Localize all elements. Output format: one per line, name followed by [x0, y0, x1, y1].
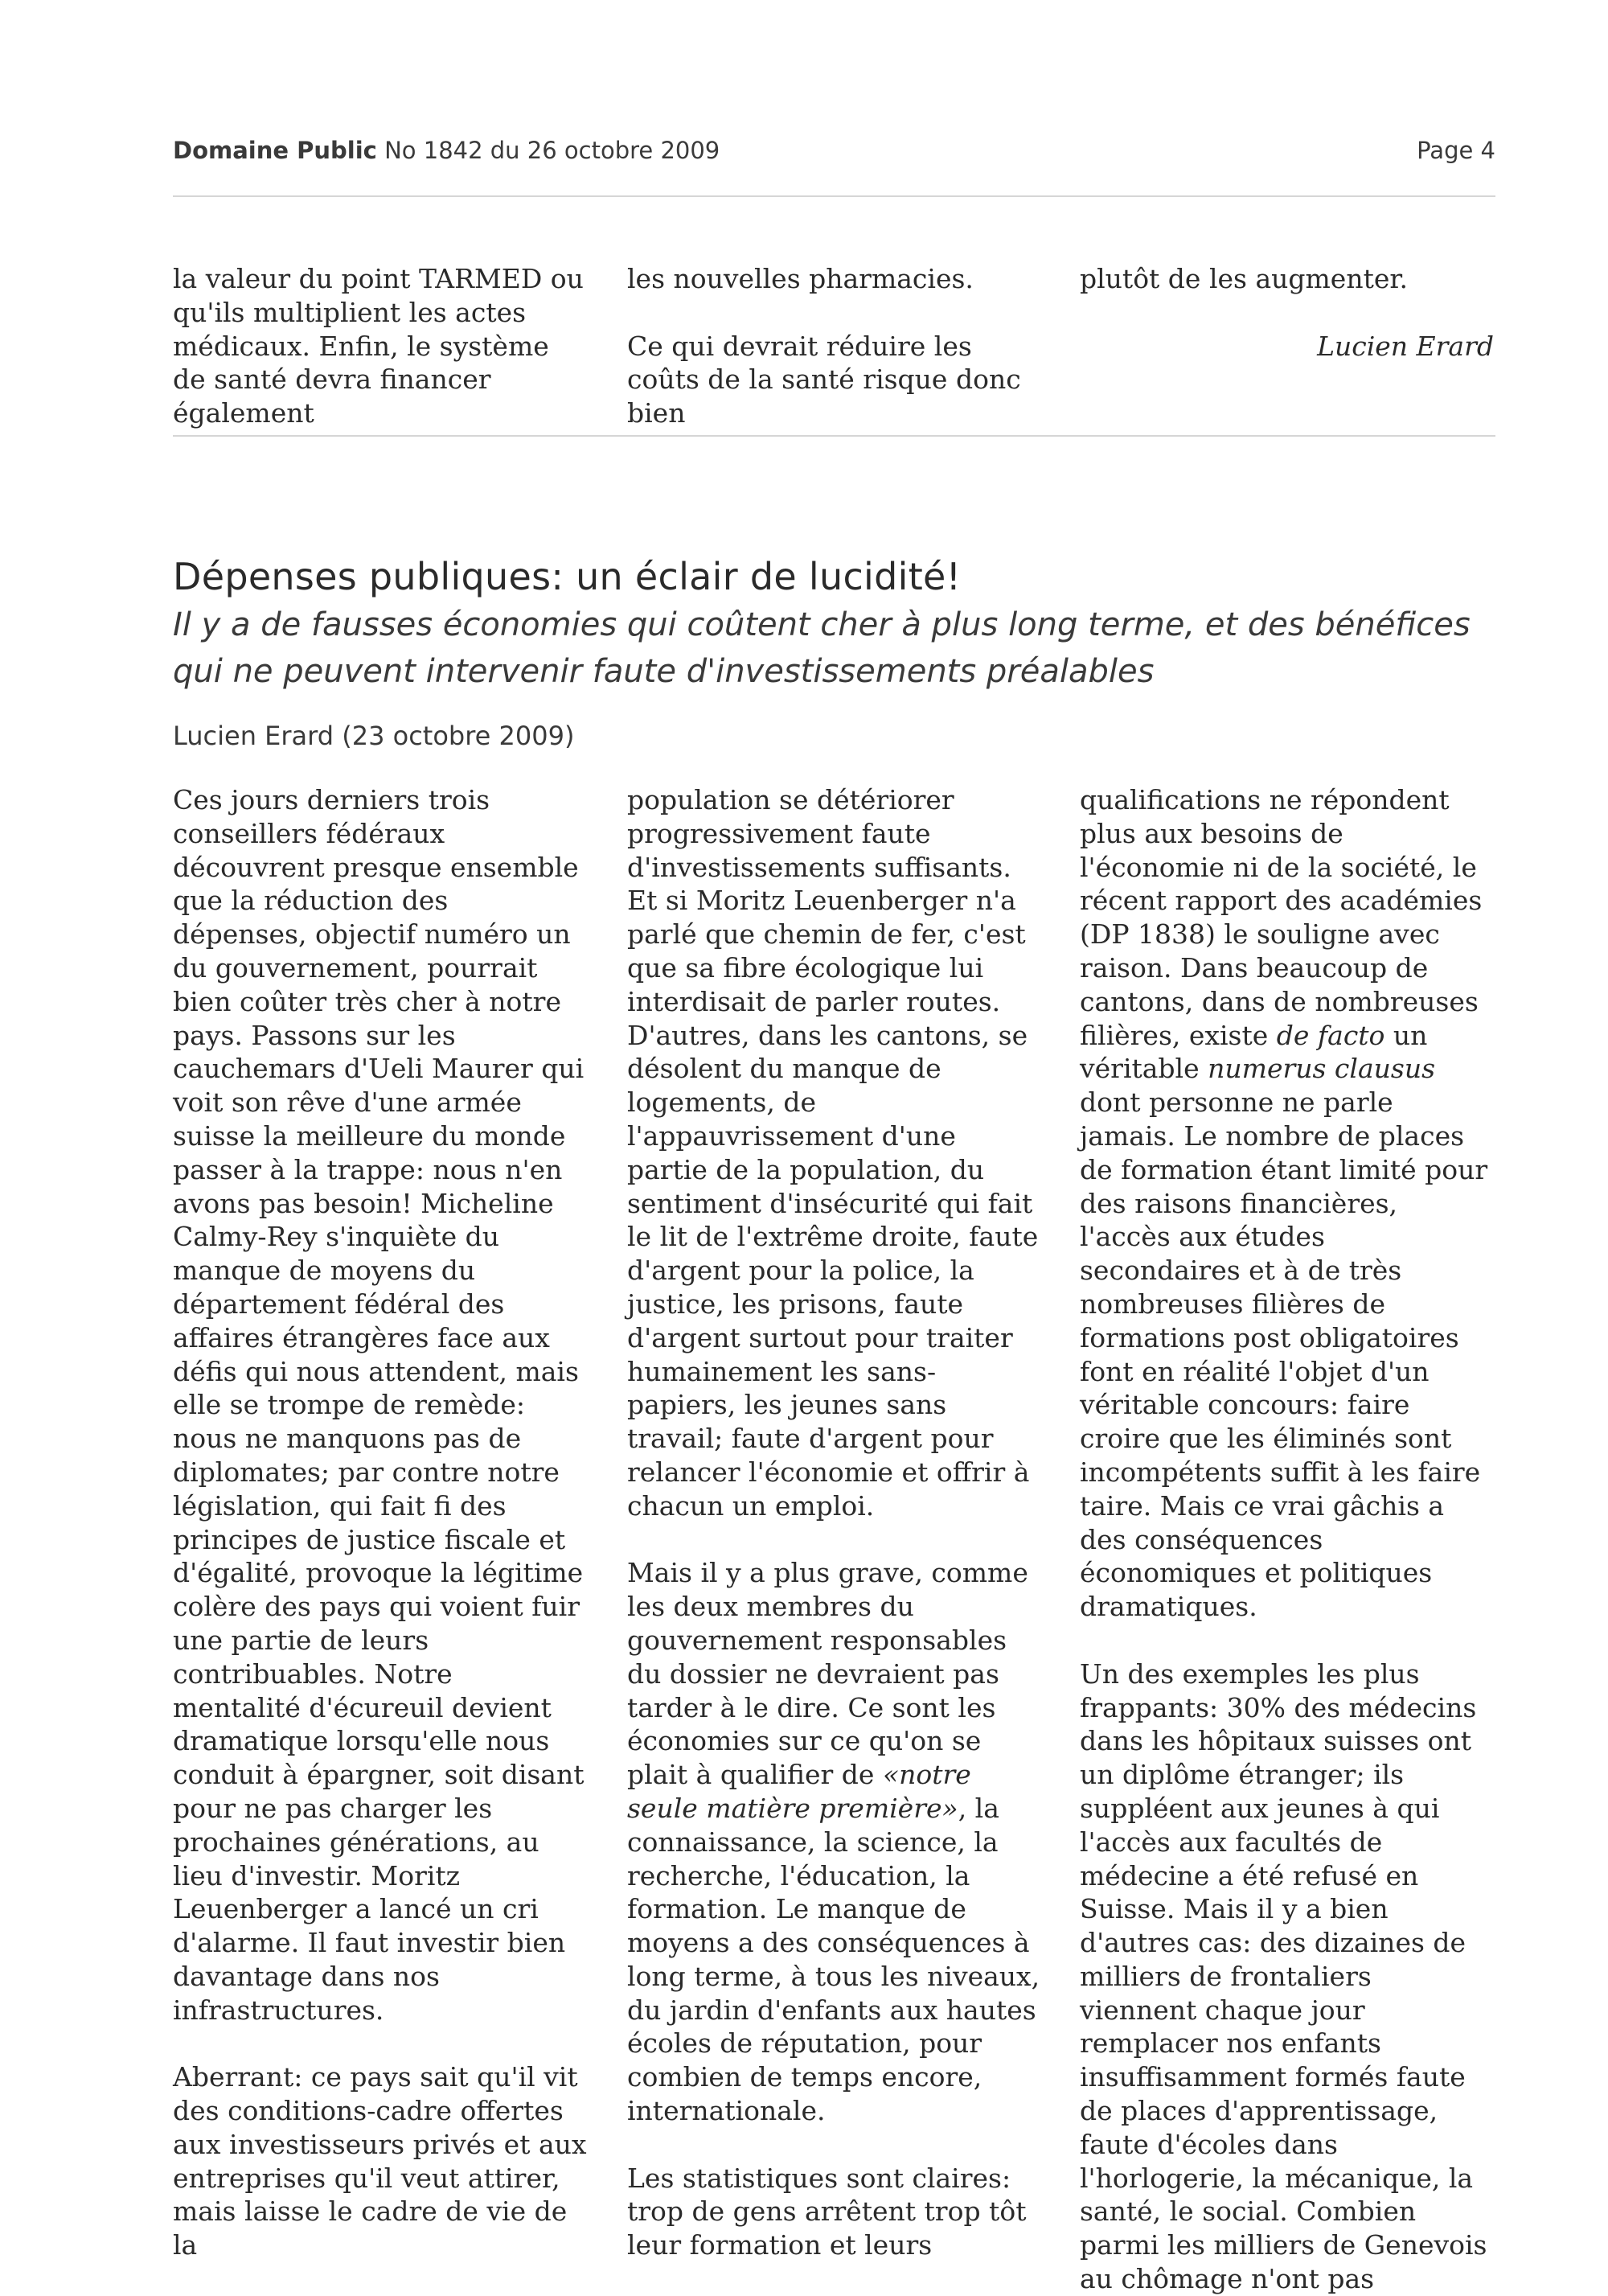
header-divider [173, 195, 1495, 197]
page-header [173, 137, 1495, 169]
paragraph: Ces jours derniers trois conseillers fédéraux découvrent presque ensemble que la réduction des dépenses, objectif numéro un du gouvernement, pourrait bien coûter très cher à notre pays. Passons sur les cauchemars d'Ueli Maurer qui voit son rêve d'une armée suisse la meilleure du monde passer à la trappe: nous n'en avons pas besoin! Micheline Calmy-Rey s'inquiète du manque de moyens du département fédéral des affaires étrangères face aux défis qui nous attendent, mais elle se trompe de remède: nous ne manquons pas de diplomates; par contre notre législation, qui fait fi des principes de justice fiscale et d'égalité, provoque la légitime colère des pays qui voient fuir une partie de leurs contribuables. Notre mentalité d'écureuil devient dramatique lorsqu'elle nous conduit à épargner, soit disant pour ne pas charger les prochaines générations, au lieu d'investir. Moritz Leuenberger a lancé un cri d'alarme. Il faut investir bien davantage dans nos infrastructures. [173, 784, 585, 2026]
quoted-phrase: «notre seule matière première» [627, 1759, 971, 1824]
article-column-2 [627, 783, 1041, 2262]
article-divider [173, 435, 1495, 437]
publication-name: Domaine Public [173, 137, 377, 164]
paragraph: Un des exemples les plus frappants: 30% des médecins dans les hôpitaux suisses ont un diplôme étranger; ils suppléent aux jeunes à qui l'accès aux facultés de médecine a été refusé en Suisse. Mais il y a bien d'autres cas: des dizaines de milliers de frontaliers viennent chaque jour remplacer nos enfants insuffisamment formés faute de places d'apprentissage, faute d'écoles dans l'horlogerie, la mécanique, la santé, le social. Combien parmi les milliers de Genevois au chômage n'ont pas [1080, 1657, 1487, 2295]
article-signature: Lucien Erard [1317, 330, 1494, 362]
paragraph [1080, 783, 1494, 1624]
header-publication-line [173, 137, 720, 164]
previous-article-column-1 [173, 262, 587, 430]
paragraph: Les statistiques sont claires: trop de gens arrêtent trop tôt leur formation et leurs [627, 2162, 1027, 2261]
article-column-3 [1080, 783, 1494, 2296]
latin-term: numerus clausus [1208, 1053, 1436, 1085]
article-title: Dépenses publiques: un éclair de lucidité! [173, 555, 962, 598]
paragraph: les nouvelles pharmacies. [627, 263, 974, 294]
previous-article-column-2 [627, 262, 1041, 430]
paragraph: la valeur du point TARMED ou qu'ils multiplient les actes médicaux. Enfin, le système de santé devra financer également [173, 263, 584, 429]
text-run: Mais il y a plus grave, comme les deux membres du gouvernement responsables du dossier ne devraient pas tarder à le dire. Ce sont les économies sur ce qu'on se plait à qualifier de [627, 1557, 1028, 1791]
previous-article-column-3 [1080, 262, 1494, 363]
text-run: dont personne ne parle jamais. Le nombre de places de formation étant limité pour des raisons financières, l'accès aux études secondaires et à de très nombreuses filières de formations post obligatoires font en réalité l'objet d'un véritable concours: faire croire que les éliminés sont incompétents suffit à les faire taire. Mais ce vrai gâchis a des conséquences économiques et politiques dramatiques. [1080, 1086, 1488, 1623]
paragraph: plutôt de les augmenter. [1080, 263, 1409, 294]
paragraph [627, 1556, 1041, 2128]
article-subtitle: Il y a de fausses économies qui coûtent cher à plus long terme, et des bénéfices qui ne peuvent intervenir faute d'investissements préalables [173, 606, 1471, 690]
text-run: qualifications ne répondent plus aux besoins de l'économie ni de la société, le récent rapport des académies (DP 1838) le souligne avec raison. Dans beaucoup de cantons, dans de nombreuses filières, existe [1080, 784, 1483, 1051]
text-run: un véritable [1080, 1019, 1428, 1085]
paragraph: Ce qui devrait réduire les coûts de la santé risque donc bien [627, 330, 1021, 429]
page-number: Page 4 [1417, 137, 1495, 164]
article-byline: Lucien Erard (23 octobre 2009) [173, 721, 575, 751]
paragraph: population se détériorer progressivement faute d'investissements suffisants. Et si Moritz Leuenberger n'a parlé que chemin de fer, c'est que sa fibre écologique lui interdisait de parler routes. D'autres, dans les cantons, se désolent du manque de logements, de l'appauvrissement d'une partie de la population, du sentiment d'insécurité qui fait le lit de l'extrême droite, faute d'argent pour la police, la justice, les prisons, faute d'argent surtout pour traiter humainement les sans-papiers, les jeunes sans travail; faute d'argent pour relancer l'économie et offrir à chacun un emploi. [627, 784, 1039, 1522]
latin-term: de facto [1276, 1019, 1385, 1051]
article-column-1 [173, 783, 587, 2262]
issue-info: No 1842 du 26 octobre 2009 [384, 137, 720, 164]
paragraph: Aberrant: ce pays sait qu'il vit des conditions-cadre offertes aux investisseurs privés et aux entreprises qu'il veut attirer, mais laisse le cadre de vie de la [173, 2061, 587, 2261]
text-run: , la connaissance, la science, la recherche, l'éducation, la formation. Le manque de moyens a des conséquences à long terme, à tous les niveaux, du jardin d'enfants aux hautes écoles de réputation, pour combien de temps encore, internationale. [627, 1792, 1040, 2127]
